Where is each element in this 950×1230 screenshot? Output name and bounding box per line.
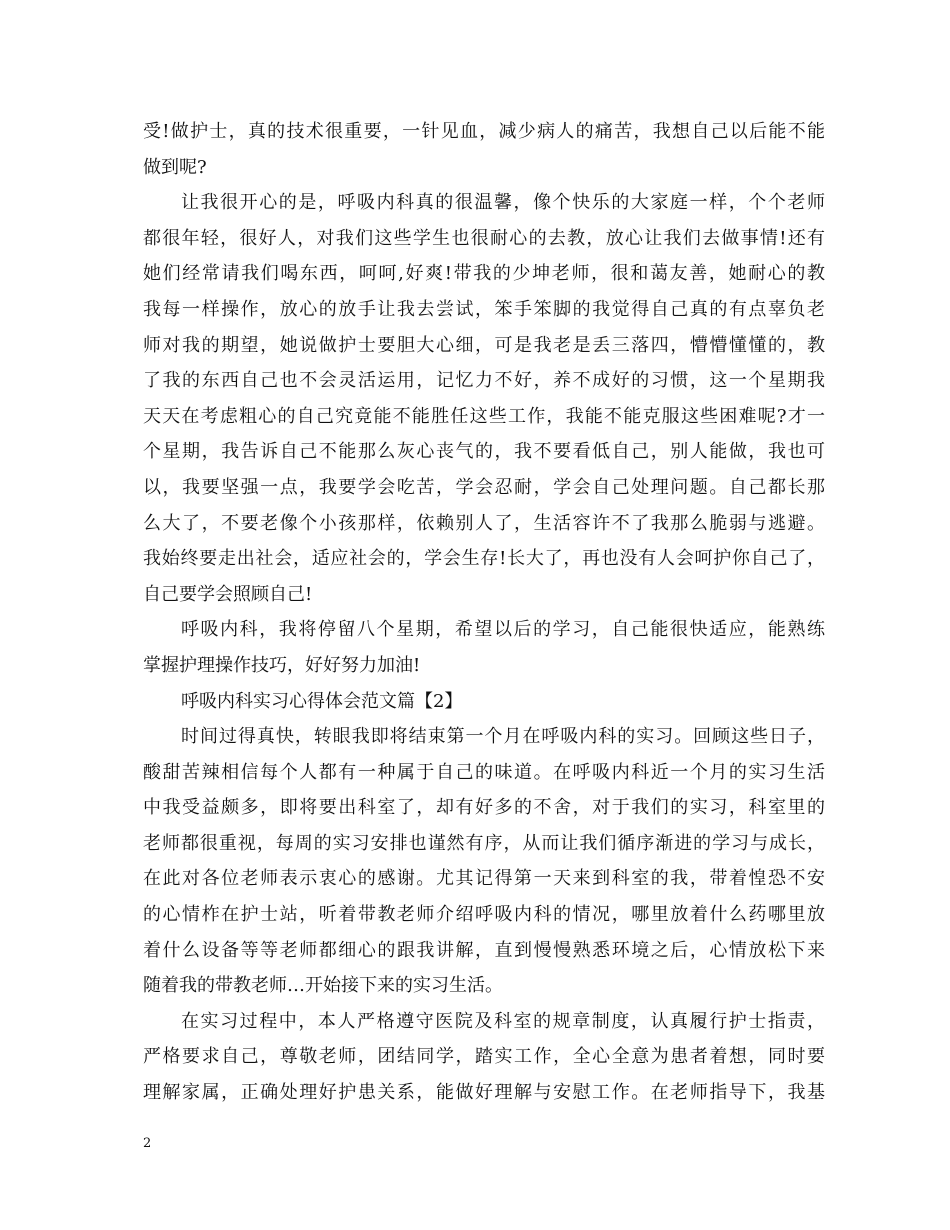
text-line: 个星期，我告诉自己不能那么灰心丧气的，我不要看低自己，别人能做，我也可: [143, 441, 825, 463]
text-line: 酸甜苦辣相信每个人都有一种属于自己的味道。在呼吸内科近一个月的实习生活: [143, 761, 825, 783]
text-line: 天天在考虑粗心的自己究竟能不能胜任这些工作，我能不能克服这些困难呢?才一: [143, 405, 825, 427]
page-number: 2: [143, 1136, 152, 1151]
text-line: 我始终要走出社会，适应社会的，学会生存!长大了，再也没有人会呵护你自己了，: [143, 548, 825, 570]
paragraph-first-line: 让我很开心的是，呼吸内科真的很温馨，像个快乐的大家庭一样，个个老师: [181, 192, 825, 214]
text-line: 着什么设备等等老师都细心的跟我讲解，直到慢慢熟悉环境之后，心情放松下来: [143, 939, 825, 961]
text-line: 了我的东西自己也不会灵活运用，记忆力不好，养不成好的习惯，这一个星期我: [143, 370, 825, 392]
section-heading: 呼吸内科实习心得体会范文篇【2】: [181, 690, 463, 712]
text-line: 我每一样操作，放心的放手让我去尝试，笨手笨脚的我觉得自己真的有点辜负老: [143, 298, 825, 320]
text-line: 做到呢?: [143, 156, 207, 178]
paragraph-first-line: 时间过得真快，转眼我即将结束第一个月在呼吸内科的实习。回顾这些日子，: [181, 726, 825, 748]
text-line: 的心情柞在护士站，听着带教老师介绍呼吸内科的情况，哪里放着什么药哪里放: [143, 904, 825, 926]
text-line: 师对我的期望，她说做护士要胆大心细，可是我老是丢三落四，懵懵懂懂的，教: [143, 334, 825, 356]
text-line: 老师都很重视，每周的实习安排也谨然有序，从而让我们循序渐进的学习与成长，: [143, 832, 825, 854]
text-line: 在此对各位老师表示衷心的感谢。尤其记得第一天来到科室的我，带着惶恐不安: [143, 868, 825, 890]
text-line: 严格要求自己，尊敬老师，团结同学，踏实工作，全心全意为患者着想，同时要: [143, 1046, 825, 1068]
text-line: 她们经常请我们喝东西，呵呵,好爽!带我的少坤老师，很和蔼友善，她耐心的教: [143, 263, 825, 285]
text-line: 么大了，不要老像个小孩那样，依赖别人了，生活容许不了我那么脆弱与逃避。: [143, 512, 825, 534]
text-line: 都很年轻，很好人，对我们这些学生也很耐心的去教，放心让我们去做事情!还有: [143, 227, 825, 249]
text-line: 理解家属，正确处理好护患关系，能做好理解与安慰工作。在老师指导下，我基: [143, 1082, 825, 1104]
body-text: [143, 114, 825, 1111]
paragraph-first-line: 呼吸内科，我将停留八个星期，希望以后的学习，自己能很快适应，能熟练: [181, 619, 825, 641]
text-line: 自己要学会照顾自己!: [143, 583, 313, 605]
text-line: 随着我的带教老师…开始接下来的实习生活。: [143, 975, 503, 997]
text-line: 受!做护士，真的技术很重要，一针见血，减少病人的痛苦，我想自己以后能不能: [143, 121, 825, 142]
text-line: 中我受益颇多，即将要出科室了，却有好多的不舍，对于我们的实习，科室里的: [143, 797, 825, 819]
text-line: 以，我要坚强一点，我要学会吃苦，学会忍耐，学会自己处理问题。自己都长那: [143, 476, 825, 498]
paragraph-first-line: 在实习过程中，本人严格遵守医院及科室的规章制度，认真履行护士指责，: [181, 1010, 825, 1032]
text-line: 掌握护理操作技巧，好好努力加油!: [143, 654, 421, 676]
